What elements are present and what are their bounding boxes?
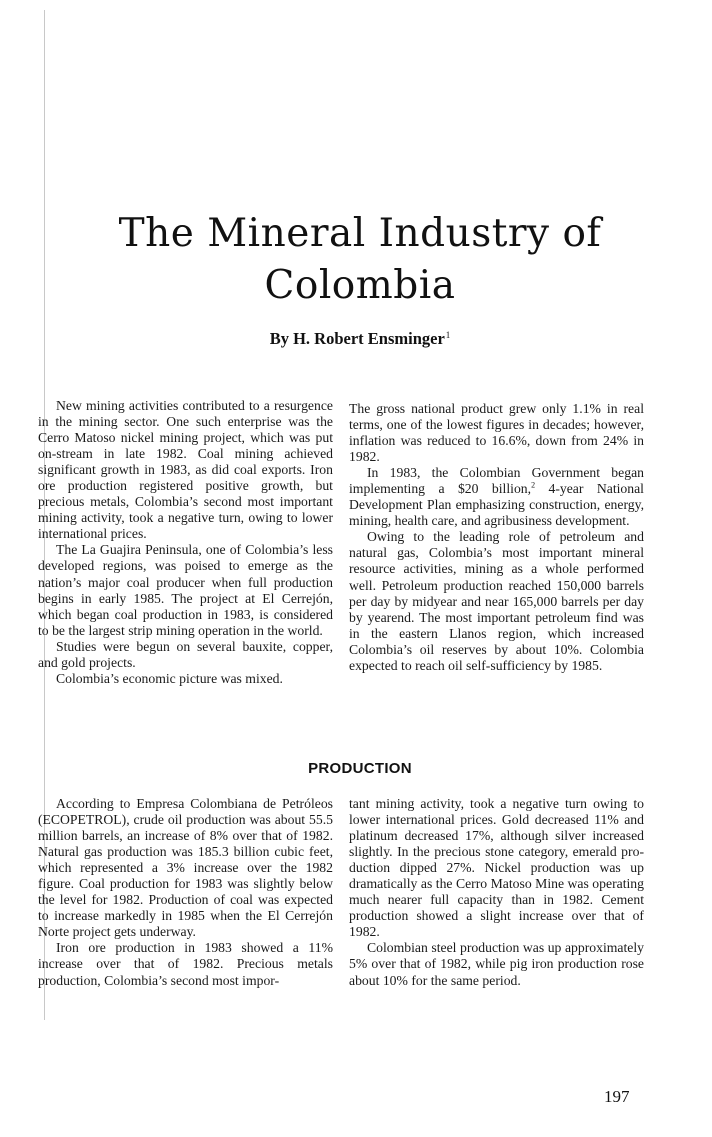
title-line-2: Colombia [264, 263, 456, 308]
production-paragraph: Iron ore production in 1983 showed a 11% increase over that of 1982. Precious metals production, Colombia’s second most impor- [38, 940, 333, 988]
paragraph-text: 4-year National Development Plan emphasizing construction, energy, mining, health care, and agribusiness development. [349, 481, 644, 529]
intro-paragraph: Colombia’s economic picture was mixed. [56, 670, 283, 686]
author-byline [60, 329, 660, 349]
paragraph-text: In 1983, the Colombian Government began implementing a $20 billion, [349, 465, 644, 497]
production-column-right [349, 796, 644, 989]
intro-paragraph: Owing to the leading role of petroleum and natural gas, Colombia’s most important mineral resource activities, mining as a whole performed well. Petroleum production reached 150,000 barrels per day by midyear and near 165,000 barrels per day by yearend. The most important petroleum find was in the eastern Llanos region, which increased Colombia’s oil reserves by about 10%. Colombia expected to reach oil self-sufficiency by 1985. [349, 529, 644, 673]
intro-paragraph: Studies were begun on several bauxite, copper, and gold projects. [38, 638, 333, 670]
author-name: By H. Robert Ensminger [269, 329, 445, 348]
section-heading-production: PRODUCTION [308, 760, 412, 777]
intro-paragraph [349, 465, 644, 529]
article-title [60, 208, 660, 312]
page-number: 197 [604, 1087, 630, 1106]
intro-paragraph: The La Guajira Peninsula, one of Colombia’s less developed regions, was poised to emerge as the nation’s major coal producer when full production begins in early 1985. The project at El Cerrejón, which began coal production in 1983, is considered to be the largest strip mining operation in the world. [38, 542, 333, 638]
intro-column-right [349, 401, 644, 674]
footnote-marker: 2 [531, 480, 536, 490]
title-line-1: The Mineral Industry of [118, 211, 602, 256]
production-paragraph: According to Empresa Colombiana de Petróleos (ECOPETROL), crude oil production was about 55.5 million barrels, an increase of 8% over that of 1982. Natural gas production was 185.3 billion cubic feet, which represented a 3% increase over the 1982 figure. Coal production for 1983 was slightly below the level for 1982. Production of coal was expected to increase markedly in 1985 when the El Cerrejón Norte project gets underway. [38, 796, 333, 940]
author-footnote-marker: 1 [445, 329, 451, 340]
production-paragraph: tant mining activity, took a negative turn owing to lower international prices. Gold decreased 11% and platinum decreased 17%, although silver increased slightly. In the precious stone category, emerald production dipped 27%. Nickel production was up dramatically as the Cerro Matoso Mine was operating much nearer full capacity than in 1982. Cement production showed a slight increase over that of 1982. [349, 796, 644, 940]
intro-column-left [38, 398, 333, 687]
production-paragraph: Colombian steel production was up approximately 5% over that of 1982, while pig iron production rose about 10% for the same period. [349, 940, 644, 988]
intro-paragraph: The gross national product grew only 1.1% in real terms, one of the lowest figures in decades; however, inflation was reduced to 16.6%, down from 24% in 1982. [349, 401, 644, 465]
production-column-left [38, 796, 333, 989]
intro-paragraph: New mining activities contributed to a resurgence in the mining sector. One such enterprise was the Cerro Matoso nickel mining project, which was put on-stream in late 1982. Coal mining achieved significant growth in 1983, as did coal exports. Iron ore production registered positive growth, but precious metals, Colombia’s second most important mining activity, took a negative turn, owing to lower international prices. [38, 398, 333, 542]
